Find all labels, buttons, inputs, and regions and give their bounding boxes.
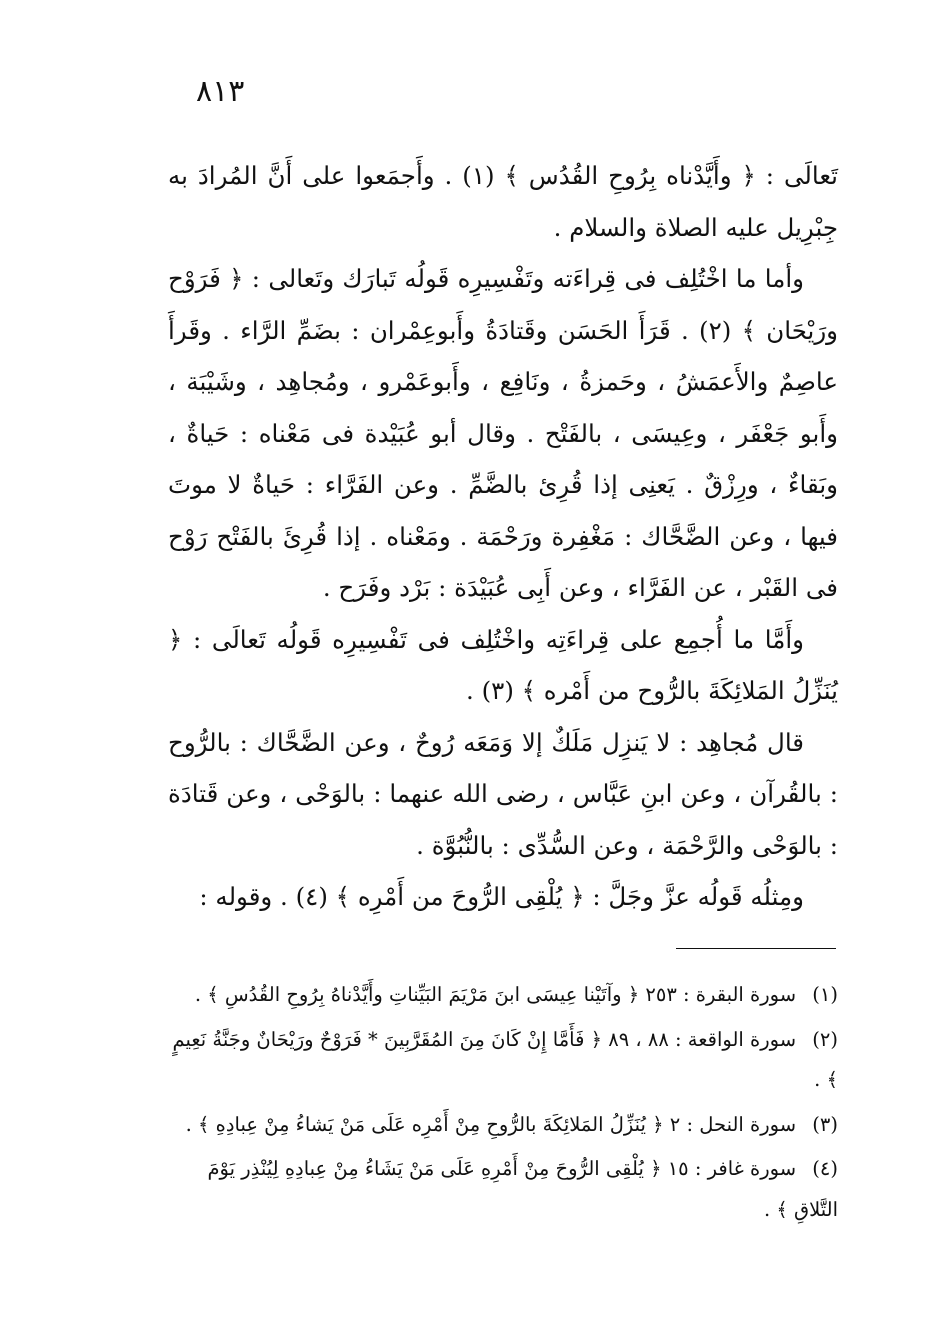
footnote-separator	[676, 948, 836, 949]
footnote-text: سورة غافر : ١٥ ﴿ يُلْقِى الرُّوحَ مِنْ أَمْرِهِ عَلَى مَنْ يَشَاءُ مِنْ عِبادِهِ لِيُنْذِر يَوْمَ التَّلاقِ ﴾ .	[207, 1157, 838, 1221]
footnote-1	[168, 975, 838, 1016]
footnote-number: (٣)	[812, 1112, 838, 1136]
paragraph-4: قال مُجاهِد : لا يَنزِل مَلَكٌ إلا وَمَعَه رُوحٌ ، وعن الضَّحَّاك : بالرُّوح : بالقُرآن ، وعن ابنِ عَبَّاس ، رضى الله عنهما : بالوَحْى ، وعن قَتادَة : بالوَحْى والرَّحْمَة ، وعن السُّدِّى : بالنُّبُوَّة .	[168, 727, 838, 860]
page-number: ٨١٣	[196, 74, 245, 109]
footnote-number: (٢)	[812, 1027, 838, 1051]
footnote-3	[168, 1105, 838, 1146]
footnote-text: سورة البقرة : ٢٥٣ ﴿ وآتَيْنا عِيسَى ابنَ مَرْيَمَ البَيِّناتِ وأَيَّدْناهُ بِرُوحِ القُدُسِ ﴾ .	[194, 983, 797, 1006]
paragraph-3: وأَمَّا ما أُجمِع على قِراءَتِه واخْتُلِف فى تَفْسِيرِه قَولُه تَعالَى : ﴿ يُنَزِّلُ المَلائِكَةَ بالرُّوح من أَمْره ﴾ (٣) .	[168, 624, 838, 705]
paragraph-1: تَعالَى : ﴿ وأَيَّدْناه بِرُوحِ القُدُس ﴾ (١) . وأَجمَعوا على أَنَّ المُرادَ به جِبْرِيل عليه الصلاة والسلام .	[168, 161, 838, 242]
main-text	[168, 150, 838, 923]
footnote-text: سورة النحل : ٢ ﴿ يُنَزِّلُ المَلائِكَةَ بالرُّوحِ مِنْ أَمْرِه عَلَى مَنْ يَشاءُ مِنْ عِبادِهِ ﴾ .	[185, 1112, 797, 1136]
footnote-number: (٤)	[812, 1157, 838, 1180]
footnote-text: سورة الواقعة : ٨٨ ، ٨٩ ﴿ فَأَمَّا إِنْ كَانَ مِنَ المُقَرَّبِينَ * فَرَوْحٌ ورَيْحَانٌ وجَنَّةُ نَعِيمٍ ﴾ .	[172, 1027, 838, 1091]
footnote-2	[168, 1020, 838, 1101]
paragraph-5: ومِثلُه قَولُه عزَّ وجَلَّ : ﴿ يُلْقِى الرُّوحَ من أَمْرِه ﴾ (٤) . وقوله :	[199, 882, 804, 911]
footnotes	[168, 975, 838, 1234]
paragraph-2: وأما ما اخْتُلِف فى قِراءَته وتَفْسِيرِه قَولُه تَبارَك وتَعالى : ﴿ فَرَوْح ورَيْحَان ﴾ (٢) . قَرَأَ الحَسَن وقَتادَةُ وأَبوعِمْران : بضَمِّ الرَّاء . وقَرأَ عاصِمٌ والأَعمَشُ ، وحَمزةُ ، ونَافِع ، وأَبوعَمْرو ، ومُجاهِد ، وشَيْبَة ، وأَبو جَعْفَر ، وعِيسَى ، بالفَتْح . وقال أبو عُبَيْدة فى مَعْناه : حَياةٌ ، وبَقاءٌ ، ورِزْقٌ . يَعنِى إذا قُرِئ بالضَّمِّ . وعن الفَرَّاء : حَياةٌ لا موتَ فيها ، وعن الضَّحَّاك : مَغْفِرة ورَحْمَة . ومَعْناه . إذا قُرِئَ بالفَتْح رَوْح فى القَبْر ، عن الفَرَّاء ، وعن أَبِى عُبَيْدَة : بَرْد وفَرَح .	[168, 264, 838, 602]
footnote-4	[168, 1149, 838, 1230]
footnote-number: (١)	[812, 983, 838, 1006]
